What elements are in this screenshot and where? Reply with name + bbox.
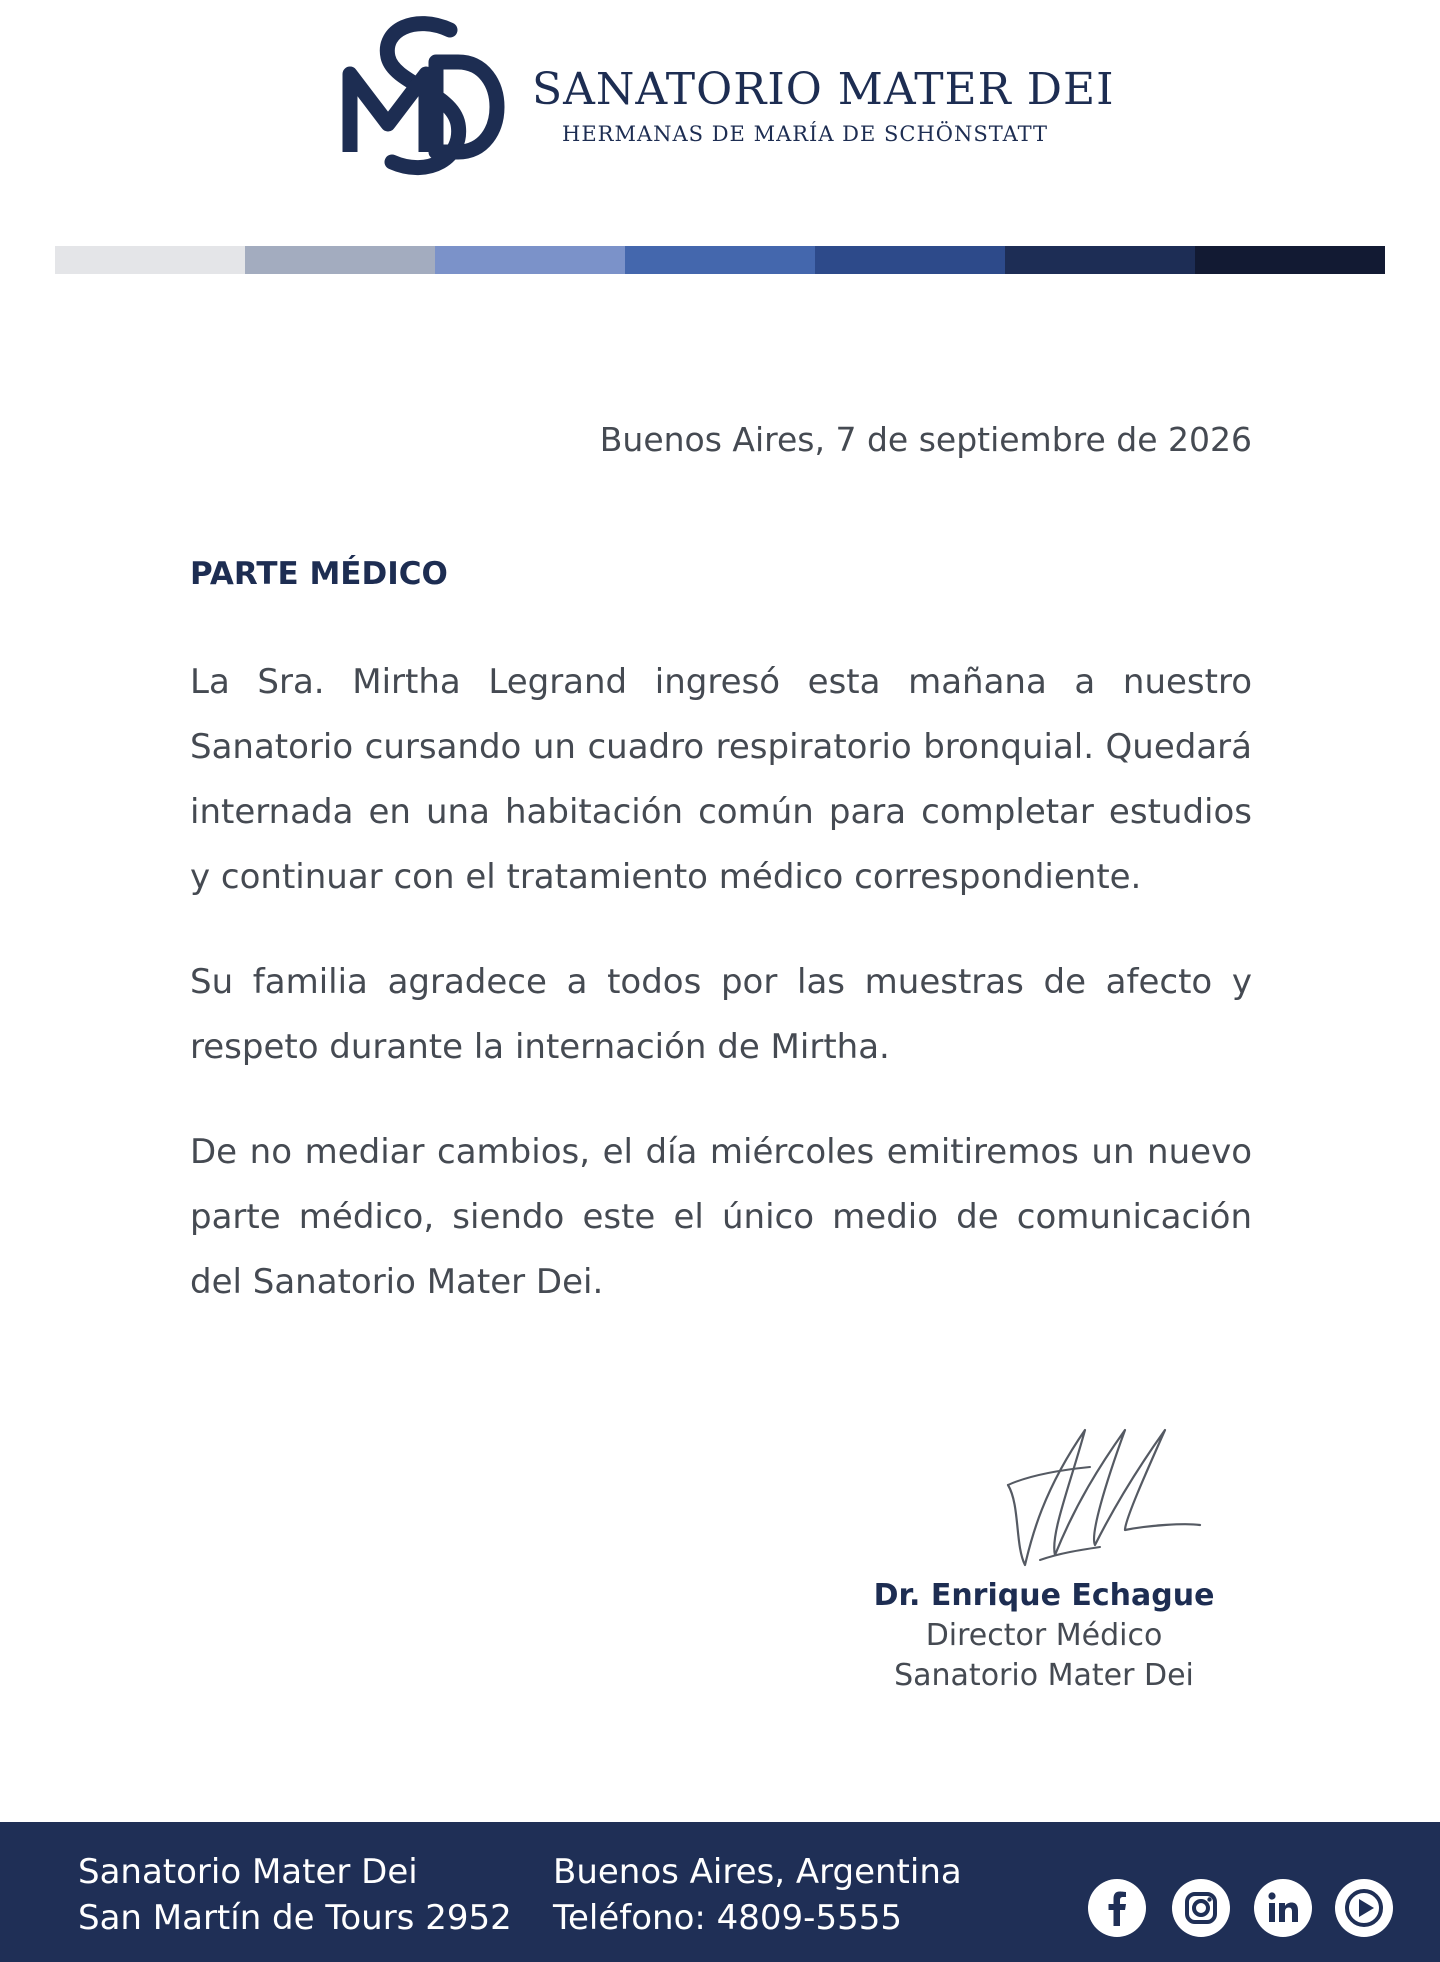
youtube-icon[interactable] xyxy=(1334,1878,1394,1938)
linkedin-icon[interactable] xyxy=(1253,1878,1313,1938)
body-paragraph: De no mediar cambios, el día miércoles emitiremos un nuevo parte médico, siendo este el único medio de comunicación del Sanatorio Mater Dei. xyxy=(190,1132,1252,1302)
signatory-organization: Sanatorio Mater Dei xyxy=(894,1658,1194,1693)
brand-name: SANATORIO MATER DEI xyxy=(532,64,1115,115)
body-paragraph: La Sra. Mirtha Legrand ingresó esta mañana a nuestro Sanatorio cursando un cuadro respiratorio bronquial. Quedará internada en una habitación común para completar estudios y continuar con el tratamiento médico correspondiente. xyxy=(190,662,1252,897)
footer-city: Buenos Aires, Argentina xyxy=(553,1852,962,1892)
stripe-segment xyxy=(1195,246,1385,274)
stripe-segment xyxy=(245,246,435,274)
footer-phone: Teléfono: 4809-5555 xyxy=(553,1898,902,1938)
msd-monogram-logo-icon xyxy=(340,12,510,182)
signatory-name: Dr. Enrique Echague xyxy=(873,1578,1215,1613)
stripe-segment xyxy=(55,246,245,274)
letterhead xyxy=(340,12,1140,182)
brand-subtitle: HERMANAS DE MARÍA DE SCHÖNSTATT xyxy=(562,122,1049,146)
color-stripe xyxy=(55,246,1385,274)
stripe-segment xyxy=(625,246,815,274)
instagram-icon[interactable] xyxy=(1171,1878,1231,1938)
footer-address: San Martín de Tours 2952 xyxy=(78,1898,512,1938)
letter-date: Buenos Aires, 7 de septiembre de 2026 xyxy=(599,420,1252,459)
stripe-segment xyxy=(435,246,625,274)
stripe-segment xyxy=(815,246,1005,274)
footer xyxy=(0,1822,1440,1962)
body-paragraph: Su familia agradece a todos por las muestras de afecto y respeto durante la internación de Mirtha. xyxy=(190,962,1252,1067)
facebook-icon[interactable] xyxy=(1087,1878,1147,1938)
letter-title: PARTE MÉDICO xyxy=(190,556,448,592)
footer-org-name: Sanatorio Mater Dei xyxy=(78,1852,418,1892)
handwritten-signature-icon xyxy=(1000,1425,1210,1575)
signatory-role: Director Médico xyxy=(925,1618,1163,1653)
stripe-segment xyxy=(1005,246,1195,274)
